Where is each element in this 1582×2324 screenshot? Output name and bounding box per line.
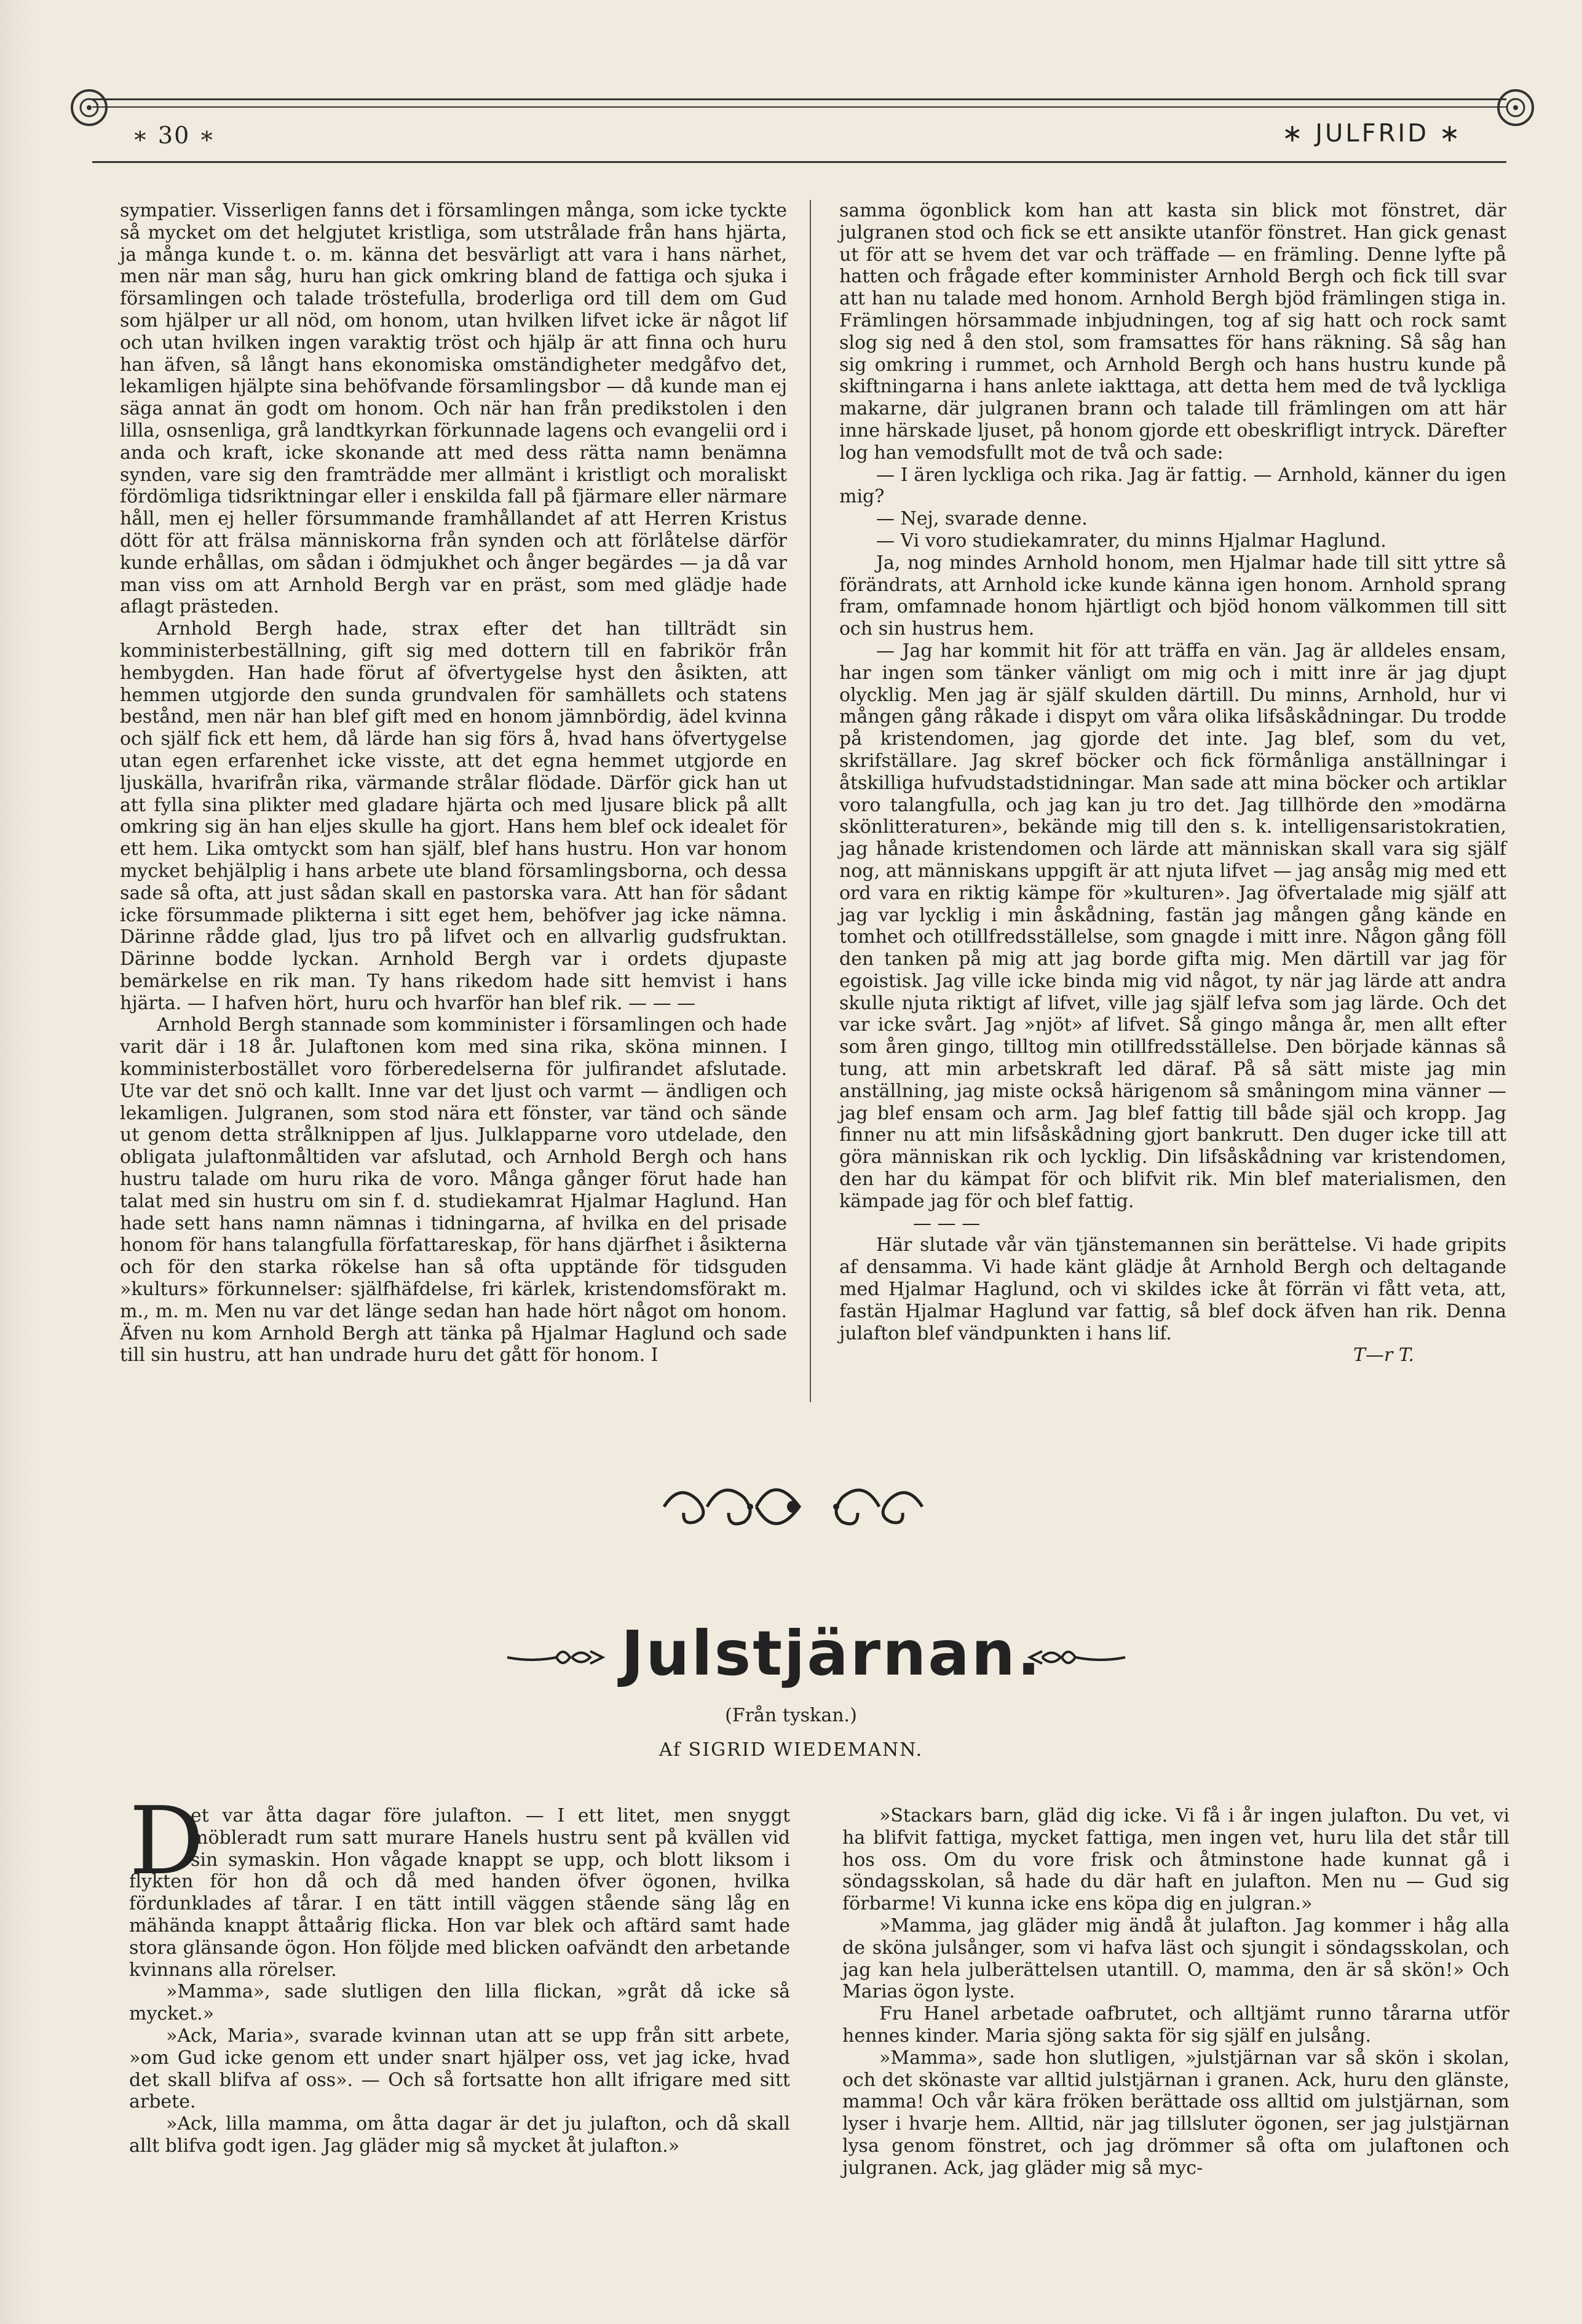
story-column-right (842, 1805, 1509, 2179)
story-column-left (129, 1805, 790, 2157)
paragraph: Ja, nog mindes Arnhold honom, men Hjalmar hade till sitt yttre så förändrats, att Arnhold icke kunde känna igen honom. Arnhold sprang fram, omfamnade honom hjärtligt och bjöd honom välkommen till sitt och sin hustrus hem. (839, 552, 1506, 640)
story-subtitle: (Från tyskan.) (725, 1705, 857, 1726)
paragraph: »Stackars barn, gläd dig icke. Vi få i år ingen julafton. Du vet, vi ha blifvit fattiga, mycket fattiga, men ingen vet, huru lila det står till hos oss. Om du vore frisk och åtminstone hade kunnat gå i söndagsskolan, så hade du där haft en julafton. Men nu — Gud sig förbarme! Vi kunna icke ens köpa dig en julgran.» (842, 1805, 1509, 1915)
author-signature: T—r T. (1353, 1344, 1414, 1366)
paragraph: »Mamma», sade slutligen den lilla flickan, »gråt då icke så mycket.» (129, 1981, 790, 2025)
paragraph-text: et var åtta dagar före julafton. — I ett litet, men snyggt möbleradt rum satt murare Hanels hustru sent på kvällen vid sin symaskin. Hon vågade knappt se upp, och blott liksom i flykten för hon då och då med handen öfver ögonen, hvilka fördunklades af tårar. I en tätt intill väggen stående säng låg en mähända knappt åttaårig flicka. Hon var blek och aftärd samt hade stora glänsande ögon. Hon följde med blicken oafvändt den arbetande kvinnans alla rörelser. (129, 1805, 790, 1981)
drop-cap: D (129, 1787, 204, 1895)
story-title: Julstjärnan. (621, 1617, 1042, 1689)
header-double-rule (92, 98, 1506, 108)
paragraph: Arnhold Bergh stannade som komminister i församlingen och hade varit där i 18 år. Julaftonen kom med sina rika, sköna minnen. I komministerbostället voro förberedelserna för julfirandet afslutade. Ute var det snö och kallt. Inne var det ljust och varmt — ändligen och lekamligen. Julgranen, som stod nära ett fönster, var tänd och sände ut genom detta strålknippen af ljus. Julklapparne voro utdelade, den obligata julaftonmåltiden var afslutad, och Arnhold Bergh och hans hustru talade om huru rika de voro. Många gånger förut hade han talat med sin hustru om sin f. d. studiekamrat Hjalmar Haglund. Han hade sett hans namn nämnas i tidningarna, af hvilka en del prisade honom för hans talangfulla författareskap, för hans djärfhet i åsikterna och för den starka rökelse han så ofta upptände för tidsguden »kulturs» förkunnelser: själfhäfdelse, fri kärlek, kristendomsförakt m. m., m. m. Men nu var det länge sedan han hade hört något om honom. Äfven nu kom Arnhold Bergh att tänka på Hjalmar Haglund och sade till sin hustru, att han undrade huru det gått för honom. I (120, 1014, 787, 1366)
paragraph: — Jag har kommit hit för att träffa en vän. Jag är alldeles ensam, har ingen som tänker vänligt om mig och i mitt inre är jag djupt olycklig. Men jag är själf skulden därtill. Du minns, Arnhold, hur vi mången gång råkade i dispyt om våra olika lifsåskådningar. Du trodde på kristendomen, jag gjorde det inte. Jag blef, som du vet, skrifställare. Jag skref böcker och fick förmånliga anställningar i åtskilliga hufvudstadstidningar. Man sade att mina böcker och artiklar voro talangfulla, och jag kan ju tro det. Jag tillhörde den »modärna skönlitteraturen», bekände mig till den s. k. intelligensaristokratien, jag hånade kristendomen och lärde att människan skall vara sig själf nog, att människans uppgift är att njuta lifvet — jag ansåg mig med ett ord vara en riktig kämpe för »kulturen». Jag öfvertalade mig själf att jag var lycklig i min åskådning, fastän jag mången gång kände en tomhet och otillfredsställelse, som gnagde i mitt inre. Någon gång föll den tanken på mig att jag borde gifta mig. Men därtill var jag för egoistisk. Jag ville icke binda mig vid något, ty när jag lärde att andra skulle njuta riktigt af lifvet, ville jag själf lefva som jag lärde. Och det var icke svårt. Jag »njöt» af lifvet. Så gingo många år, men allt efter som åren gingo, tilltog min otillfredsställelse. Den började kännas så tung, att min arbetskraft led däraf. På så sätt miste jag min anställning, jag miste också härigenom så småningom mina vänner — jag blef ensam och arm. Jag blef fattig till både själ och kropp. Jag finner nu att min lifsåskådning gjort bankrutt. Den duger icke till att göra människan rik och lycklig. Din lifsåskådning var kristendomen, den har du kämpat för och blifvit rik. Min blef materialismen, den kämpade jag för och blef fattig. (839, 640, 1506, 1212)
separator-dashes: — — — (913, 1212, 981, 1234)
title-flourish-right-icon (1024, 1642, 1128, 1673)
column-divider (810, 200, 811, 1402)
paragraph (129, 1805, 790, 1981)
paragraph: — I ären lyckliga och rika. Jag är fattig. — Arnhold, känner du igen mig? (839, 464, 1506, 508)
paragraph: Arnhold Bergh hade, strax efter det han tillträdt sin komministerbeställning, gift sig med dottern till en fabrikör från hembygden. Han hade förut af öfvertygelse hyst den åsikten, att hemmen utgjorde den sunda grundvalen för samhällets och statens bestånd, men när han blef gift med en honom jämnbördig, ädel kvinna och själf fick ett hem, då lärde han sig förs å, hvad hans öfvertygelse utan egen erfarenhet icke visste, att det egna hemmet utgjorde en ljuskälla, hvarifrån rika, värmande strålar flödade. Därför gick han ut att fylla sina plikter med gladare hjärta och med ljusare blick på allt omkring sig än han eljes skulle ha gjort. Hans hem blef ock idealet för ett hem. Lika omtyckt som han själf, blef hans hustru. Hon var honom mycket behjälplig i hans arbete ute bland församlingsborna, och dessa sade så ofta, att just sådan skall en pastorska vara. Att han för sådant icke försummade plikterna i sitt eget hem, behöfver jag icke nämna. Därinne rådde glad, ljus tro på lifvet och en allvarlig gudsfruktan. Därinne bodde lyckan. Arnhold Bergh var i ordets djupaste bemärkelse en rik man. Ty hans rikedom hade sitt hemvist i hans hjärta. — I hafven hört, huru och hvarför han blef rik. — — — (120, 618, 787, 1014)
paragraph: »Mamma, jag gläder mig ändå åt julafton. Jag kommer i håg alla de sköna julsånger, som vi hafva läst och sjungit i söndagsskolan, och jag kan hela julberättelsen utantill. O, mamma, den är så skön!» Och Marias ögon lyste. (842, 1914, 1509, 2003)
paragraph: — Vi voro studiekamrater, du minns Hjalmar Haglund. (876, 529, 1386, 552)
title-flourish-left-icon (504, 1642, 609, 1673)
running-title: ∗ JULFRID ∗ (1282, 119, 1463, 148)
page-number: ∗ 30 ∗ (132, 122, 216, 149)
header-bottom-rule (92, 161, 1506, 163)
paragraph: — Nej, svarade denne. (876, 508, 1088, 530)
dropcap-spacer (129, 1805, 191, 1870)
page-fold-shadow (0, 0, 37, 2324)
paragraph: sympatier. Visserligen fanns det i församlingen många, som icke tyckte så mycket om det helgjutet kristliga, som utstrålade från hans hjärta, ja många kunde t. o. m. känna det besvärligt att vara i hans närhet, men när man såg, huru han gick omkring bland de fattiga och sjuka i församlingen och talade tröstefulla, broderliga ord till dem om Gud som hjälper ur all nöd, om honom, utan hvilken lifvet icke är något lif och utan hvilken ingen varaktig tröst och hjälp är att finna och huru han äfven, så långt hans ekonomiska omständigheter medgåfvo det, lekamligen hjälpte sina behöfvande församlingsbor — då kunde man ej säga annat än godt om honom. Och när han från predikstolen i den lilla, osnsenliga, grå landtkyrkan förkunnade lagens och evangelii ord i anda och kraft, icke skonande att med dess rätta namn benämna synden, vare sig den framträdde mer allmänt i kristligt och moraliskt fördömliga tidsriktningar eller i enskilda fall på fjärmare eller närmare håll, men ej heller försummande framhållandet af att Herren Kristus dött för att frälsa människorna från synden och att förlåtelse därför kunde erhållas, om sådan i ödmjukhet och ånger begärdes — ja då var man viss om att Arnhold Bergh var en präst, som med glädje hade aflagt prästeden. (120, 200, 787, 618)
corner-ornament-left-icon (61, 80, 117, 135)
paragraph: Här slutade vår vän tjänstemannen sin berättelse. Vi hade gripits af densamma. Vi hade känt glädje åt Arnhold Bergh och deltagande med Hjalmar Haglund, och vi skildes icke åt förrän vi fått veta, att, fastän Hjalmar Haglund var fattig, så blef dock äfven han rik. Denna julafton blef vändpunkten i hans lif. (839, 1234, 1506, 1344)
scroll-ornament-icon (652, 1470, 935, 1544)
paragraph: »Ack, Maria», svarade kvinnan utan att se upp från sitt arbete, »om Gud icke genom ett under snart hjälper oss, vet jag icke, hvad det skall blifva af oss». — Och så fortsatte hon allt ifrigare med sitt arbete. (129, 2025, 790, 2113)
article-column-right (839, 200, 1506, 1366)
article-column-left (120, 200, 787, 1366)
paragraph: »Ack, lilla mamma, om åtta dagar är det ju julafton, och då skall allt blifva godt igen. Jag gläder mig så mycket åt julafton.» (129, 2113, 790, 2157)
paragraph: »Mamma», sade hon slutligen, »julstjärnan var så skön i skolan, och det skönaste var alltid julstjärnan i granen. Ack, huru den glänste, mamma! Och vår kära fröken berättade oss alltid om julstjärnan, som lyser i hvarje hem. Alltid, när jag tillsluter ögonen, ser jag julstjärnan lysa genom fönstret, och jag drömmer så ofta om julaftonen och julgranen. Ack, jag gläder mig så myc- (842, 2047, 1509, 2179)
story-byline: Af SIGRID WIEDEMANN. (659, 1739, 923, 1761)
corner-ornament-right-icon (1488, 80, 1543, 135)
paragraph: samma ögonblick kom han att kasta sin blick mot fönstret, där julgranen stod och fick se ett ansikte utanför fönstret. Han gick genast ut för att se hvem det var och träffade — en främling. Denne lyfte på hatten och frågade efter komminister Arnhold Bergh och fick till svar att han nu talade med honom. Arnhold Bergh bjöd främlingen stiga in. Främlingen hörsammade inbjudningen, tog af sig hatt och rock samt slog sig ned å den stol, som framsattes för hans räkning. Så såg han sig omkring i rummet, och Arnhold Bergh och hans hustru kunde på skiftningarna i hans anlete iakttaga, att detta hem med de två lyckliga makarne, där julgranen brann och talade till främlingen om att här inne härskade ljuset, på honom gjorde ett obeskrifligt intryck. Därefter log han vemodsfullt mot de två och sade: (839, 200, 1506, 464)
paragraph: Fru Hanel arbetade oafbrutet, och alltjämt runno tårarna utför hennes kinder. Maria sjöng sakta för sig själf en julsång. (842, 2003, 1509, 2047)
